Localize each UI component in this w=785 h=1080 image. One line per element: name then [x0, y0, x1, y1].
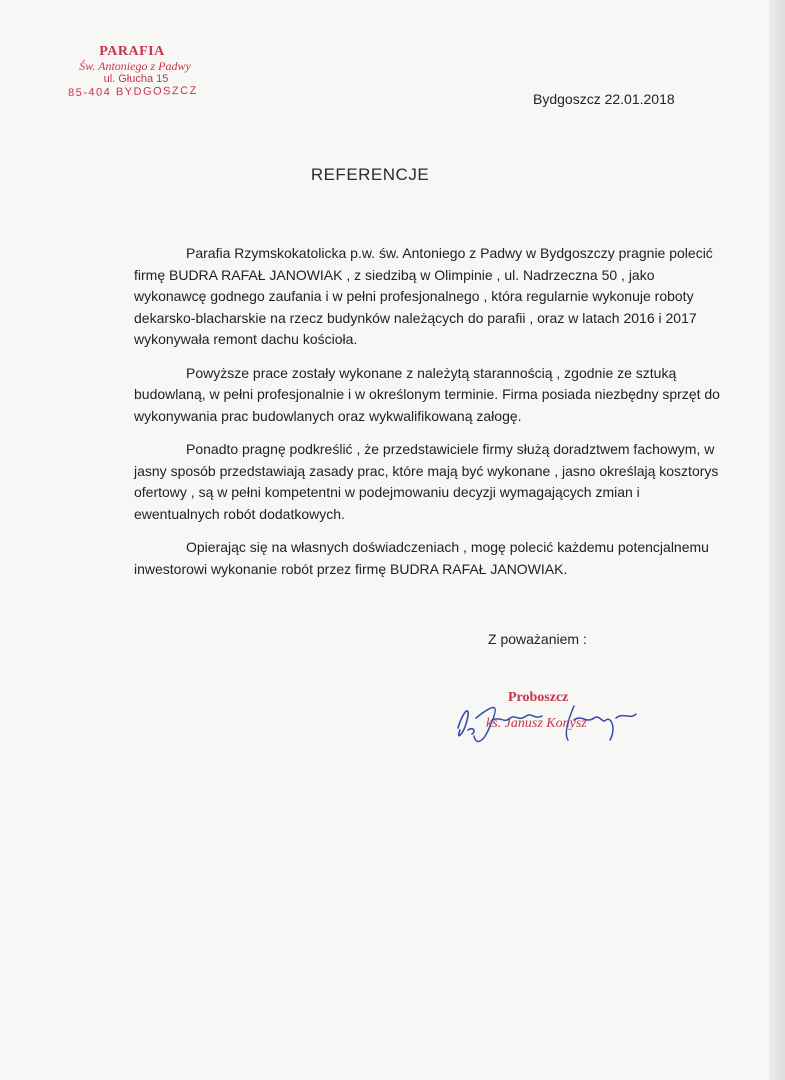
stamp-city: 85-404 BYDGOSZCZ [68, 84, 198, 100]
signatory-title: Proboszcz [508, 690, 569, 705]
paragraph: Powyższe prace zostały wykonane z należytą starannością , zgodnie ze sztuką budowlaną, w pełni profesjonalnie i w określonym terminie. Firma posiada niezbędny sprzęt do wykonywania prac budowlanych oraz wykwalifikowaną załogę. [134, 364, 720, 424]
paragraph: Opierając się na własnych doświadczeniach , mogę polecić każdemu potencjalnemu inwestorowi wykonanie robót przez firmę BUDRA RAFAŁ JANOWIAK. [134, 539, 709, 577]
closing-phrase: Z poważaniem : [488, 631, 587, 647]
letter-body [134, 243, 724, 592]
paragraph: Parafia Rzymskokatolicka p.w. św. Antoniego z Padwy w Bydgoszczy pragnie polecić firmę BUDRA RAFAŁ JANOWIAK , z siedzibą w Olimpinie , ul. Nadrzeczna 50 , jako wykonawcę godnego zaufania i w pełni profesjonalnego , która regularnie wykonuje roboty dekarsko-blacharskie na rzecz budynków należących do parafii , oraz w latach 2016 i 2017 wykonywała remont dachu kościoła. [134, 245, 713, 347]
stamp-street: ul. Głucha 15 [103, 73, 169, 85]
handwritten-signature [446, 690, 646, 750]
letter-date: Bydgoszcz 22.01.2018 [533, 91, 675, 107]
signatory-name: ks. Janusz Konysz [486, 716, 587, 731]
paragraph: Ponadto pragnę podkreślić , że przedstawiciele firmy służą doradztwem fachowym, w jasny sposób przedstawiają zasady prac, które mają być wykonane , jasno określają kosztorys ofertowy , są w pełni kompetentni w podejmowaniu decyzji wymagających zmian i ewentualnych robót dodatkowych. [134, 441, 719, 522]
letter-heading: REFERENCJE [310, 165, 430, 184]
stamp-title: PARAFIA [99, 44, 165, 59]
parish-stamp [62, 44, 202, 99]
stamp-subtitle: Św. Antoniego z Padwy [79, 59, 191, 73]
scan-edge [769, 0, 785, 1080]
